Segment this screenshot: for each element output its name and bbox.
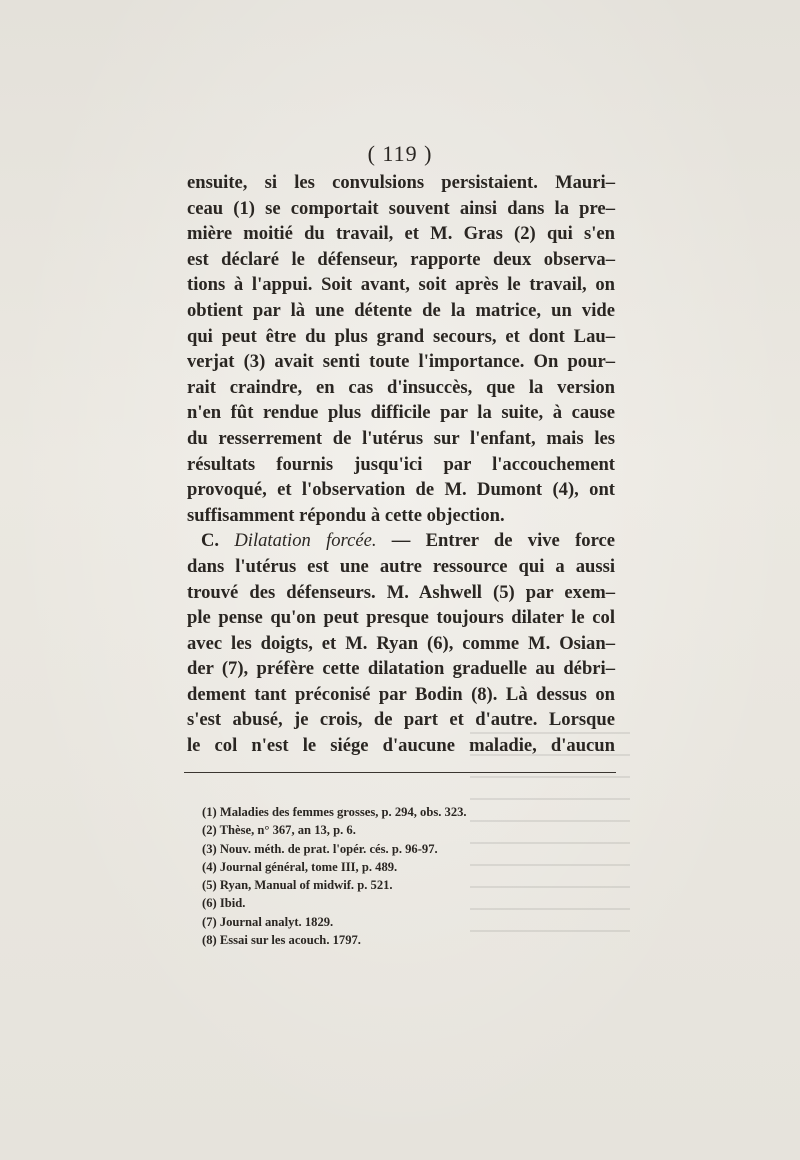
line-text: n'en fût rendue plus difficile par la suite, à cause xyxy=(187,402,615,424)
footnote: (1) Maladies des femmes grosses, p. 294, obs. 323. xyxy=(202,805,467,819)
line-text: obtient par là une détente de la matrice, un vide xyxy=(187,299,615,321)
text-line xyxy=(187,272,615,298)
line-text: résultats fournis jusqu'ici par l'accouchement xyxy=(187,453,615,475)
text-line xyxy=(187,503,615,529)
line-text: dement tant préconisé par Bodin (8). Là dessus on xyxy=(187,683,615,705)
line-text: ensuite, si les convulsions persistaient. Mauri– xyxy=(187,172,615,193)
line-text: rait craindre, en cas d'insuccès, que la version xyxy=(187,376,615,398)
text-line xyxy=(187,221,615,247)
text-line xyxy=(187,528,615,554)
text-line xyxy=(187,682,615,708)
text-line xyxy=(187,324,615,350)
text-line xyxy=(187,707,615,733)
line-text: avec les doigts, et M. Ryan (6), comme M. Osian– xyxy=(187,632,615,654)
text-line xyxy=(187,375,615,401)
text-line xyxy=(187,426,615,452)
line-text: s'est abusé, je crois, de part et d'autre. Lorsque xyxy=(187,709,615,731)
line-text: dans l'utérus est une autre ressource qui a aussi xyxy=(187,555,615,577)
line-text: suffisamment répondu à cette objection. xyxy=(187,504,505,526)
line-text: — Entrer de vive force xyxy=(376,530,615,552)
text-line xyxy=(187,477,615,503)
text-line xyxy=(187,554,615,580)
footnote: (4) Journal général, tome III, p. 489. xyxy=(202,859,398,874)
text-line xyxy=(187,580,615,606)
footnotes xyxy=(202,803,602,949)
line-text: le col n'est le siége d'aucune maladie, d'aucun xyxy=(187,735,615,757)
footnote: (6) Ibid. xyxy=(202,896,246,911)
line-text: ceau (1) se comportait souvent ainsi dans la pre– xyxy=(187,197,615,219)
section-heading: Dilatation forcée. xyxy=(234,530,377,552)
text-line xyxy=(187,400,615,426)
footnote: (2) Thèse, n° 367, an 13, p. 6. xyxy=(202,823,356,838)
text-line xyxy=(187,631,615,657)
line-text: est déclaré le défenseur, rapporte deux observa– xyxy=(187,248,615,270)
body-text xyxy=(187,170,615,759)
line-text: ple pense qu'on peut presque toujours dilater le col xyxy=(187,607,615,629)
page-number: ( 119 ) xyxy=(367,141,433,166)
text-line xyxy=(187,656,615,682)
line-text: mière moitié du travail, et M. Gras (2) qui s'en xyxy=(187,223,615,245)
text-line xyxy=(187,452,615,478)
footnote-rule xyxy=(184,772,616,773)
footnote: (8) Essai sur les acouch. 1797. xyxy=(202,933,361,948)
line-text: qui peut être du plus grand secours, et dont Lau– xyxy=(187,325,615,347)
footnote: (5) Ryan, Manual of midwif. p. 521. xyxy=(202,878,393,893)
line-text: tions à l'appui. Soit avant, soit après le travail, on xyxy=(187,274,615,296)
text-line xyxy=(187,733,615,759)
line-text: der (7), préfère cette dilatation graduelle au débri– xyxy=(187,658,615,680)
text-line xyxy=(187,196,615,222)
line-text: trouvé des défenseurs. M. Ashwell (5) par exem– xyxy=(187,581,615,603)
text-line xyxy=(187,605,615,631)
text-line xyxy=(187,170,615,196)
line-text: provoqué, et l'observation de M. Dumont (4), ont xyxy=(187,479,615,501)
text-line xyxy=(187,247,615,273)
footnote: (3) Nouv. méth. de prat. l'opér. cés. p. 96-97. xyxy=(202,841,438,856)
footnote: (7) Journal analyt. 1829. xyxy=(202,914,334,929)
line-text: verjat (3) avait senti toute l'importance. On pour– xyxy=(187,351,615,373)
text-line xyxy=(187,298,615,324)
text-line xyxy=(187,349,615,375)
line-text: du resserrement de l'utérus sur l'enfant, mais les xyxy=(187,427,615,449)
section-label: C. xyxy=(201,530,235,552)
